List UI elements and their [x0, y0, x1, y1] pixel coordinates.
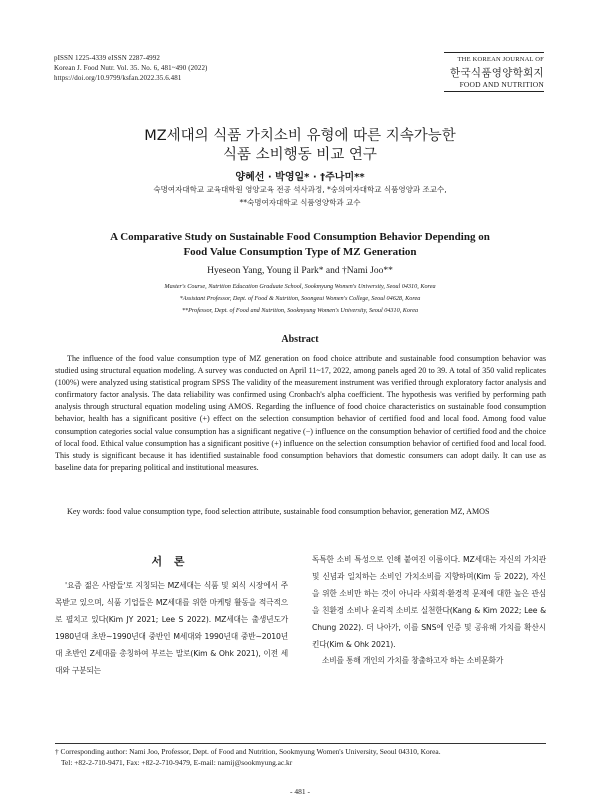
- korean-affiliation-1: 숙명여자대학교 교육대학원 영양교육 전공 석사과정, *숭의여자대학교 식품영양과 조교수,: [153, 185, 447, 194]
- english-authors: Hyeseon Yang, Young il Park* and †Nami Joo**: [207, 266, 393, 276]
- footnote-line-2: Tel: +82-2-710-9471, Fax: +82-2-710-9479, E-mail: namij@sookmyung.ac.kr: [61, 758, 293, 767]
- korean-authors: 양혜선 · 박영일* · †주나미**: [235, 172, 365, 183]
- keywords-line: Key words: food value consumption type, food selection attribute, sustainable food consumption behavior, generation MZ, AMOS: [67, 507, 490, 516]
- korean-title-line2: 식품 소비행동 비교 연구: [223, 147, 377, 163]
- english-affiliation-2: *Assistant Professor, Dept. of Food & Nutrition, Soongeui Women's College, Seoul 04628, Korea: [179, 295, 421, 302]
- page-number: - 481 -: [290, 787, 310, 796]
- journal-name-korean: 한국식품영양학회지: [450, 67, 544, 79]
- section-heading-introduction: 서 론: [151, 555, 189, 568]
- abstract-heading: Abstract: [281, 334, 319, 345]
- journal-name-bottom: FOOD AND NUTRITION: [444, 80, 544, 92]
- doi-link[interactable]: https://doi.org/10.9799/ksfan.2022.35.6.481: [54, 74, 182, 82]
- journal-logo-box: [444, 52, 544, 92]
- english-affiliation-1: Master's Course, Nutrition Education Graduate School, Sookmyung Women's University, Seoul 04310, Korea: [164, 283, 436, 290]
- right-column-paragraph-2: 소비를 통해 개인의 가치를 창출하고자 하는 소비문화가: [322, 656, 504, 666]
- right-column: [312, 552, 546, 670]
- abstract-body: The influence of the food value consumption type of MZ generation on food choice attribute and sustainable food consumption behavior was studied using structural equation modeling. A survey was conducted on April 11~17, 2022, among panels aged 20 to 39. A total of 350 valid replicates (100%) were analyzed using statistical program SPSS The validity of the measurement instrument was verified through exploratory factor analysis and confirmatory factor analysis. The data reliability was confirmed using Cronbach's alpha coefficient. The hypothesis was verified by performing path analysis through structural equation modeling using AMOS. Regarding the influence of food choice characteristics on sustainable food consumption behavior, health has a significant positive (+) effect on the selection consumption behavior of certified food and local food. Among food value consumption categories social value consumption has a significant negative (−) influence on the consumption behavior of certified food and the choice of local food. Ethical value consumption has a significant positive (+) influence on the selection consumption behavior of certified food and local food. This study is significant because it has identified sustainable food consumption behaviors that domestic consumers can adopt daily. It can use as baseline data for preparing political and institutional measures.: [55, 354, 546, 472]
- english-affiliation-3: **Professor, Dept. of Food and Nutrition, Sookmyung Women's University, Seoul 04310, Korea: [181, 307, 419, 314]
- left-column-paragraph: '요즘 젊은 사람들'로 지칭되는 MZ세대는 식품 및 외식 시장에서 주목받고 있으며, 식품 기업들은 MZ세대를 위한 마케팅 활동을 적극적으로 펼치고 있다(Kim JY 2021; Lee S 2022). MZ세대는 출생년도가 1980년대 초반~1990년대 중반인 M세대와 1990년대 중반~2010년대 초반인 Z세대를 총칭하여 부르는 말로(Kim & Ohk 2021), 이전 세대와 구분되는: [55, 581, 288, 675]
- journal-name-top: THE KOREAN JOURNAL OF: [444, 52, 544, 63]
- english-title-line2: Food Value Consumption Type of MZ Generation: [183, 246, 417, 258]
- korean-affiliation-2: **숙명여자대학교 식품영양학과 교수: [239, 198, 361, 207]
- right-column-paragraph-1: 독특한 소비 특성으로 인해 붙여진 이름이다. MZ세대는 자신의 가치관 및 신념과 일치하는 소비인 가치소비를 지향하며(Kim 등 2022), 자신을 위한 소비만 하는 것이 아니라 사회적·환경적 문제에 대한 높은 관심을 친환경 소비나 윤리적 소비로 실천한다(Kang & Kim 2022; Lee & Chung 2022). 더 나아가, 이를 SNS에 인증 및 공유해 가치를 확산시킨다(Kim & Ohk 2021).: [312, 555, 546, 649]
- english-title-line1: A Comparative Study on Sustainable Food Consumption Behavior Depending on: [110, 231, 490, 243]
- footnote-line-1: † Corresponding author: Nami Joo, Professor, Dept. of Food and Nutrition, Sookmyung Women's University, Seoul 04310, Korea.: [55, 747, 441, 756]
- journal-reference: Korean J. Food Nutr. Vol. 35. No. 6, 481~490 (2022): [54, 64, 208, 72]
- korean-title-line1: MZ세대의 식품 가치소비 유형에 따른 지속가능한: [144, 128, 456, 144]
- footnote-rule: [55, 743, 546, 744]
- footnote: [55, 743, 546, 768]
- issn-line: pISSN 1225-4339 eISSN 2287-4992: [54, 54, 160, 62]
